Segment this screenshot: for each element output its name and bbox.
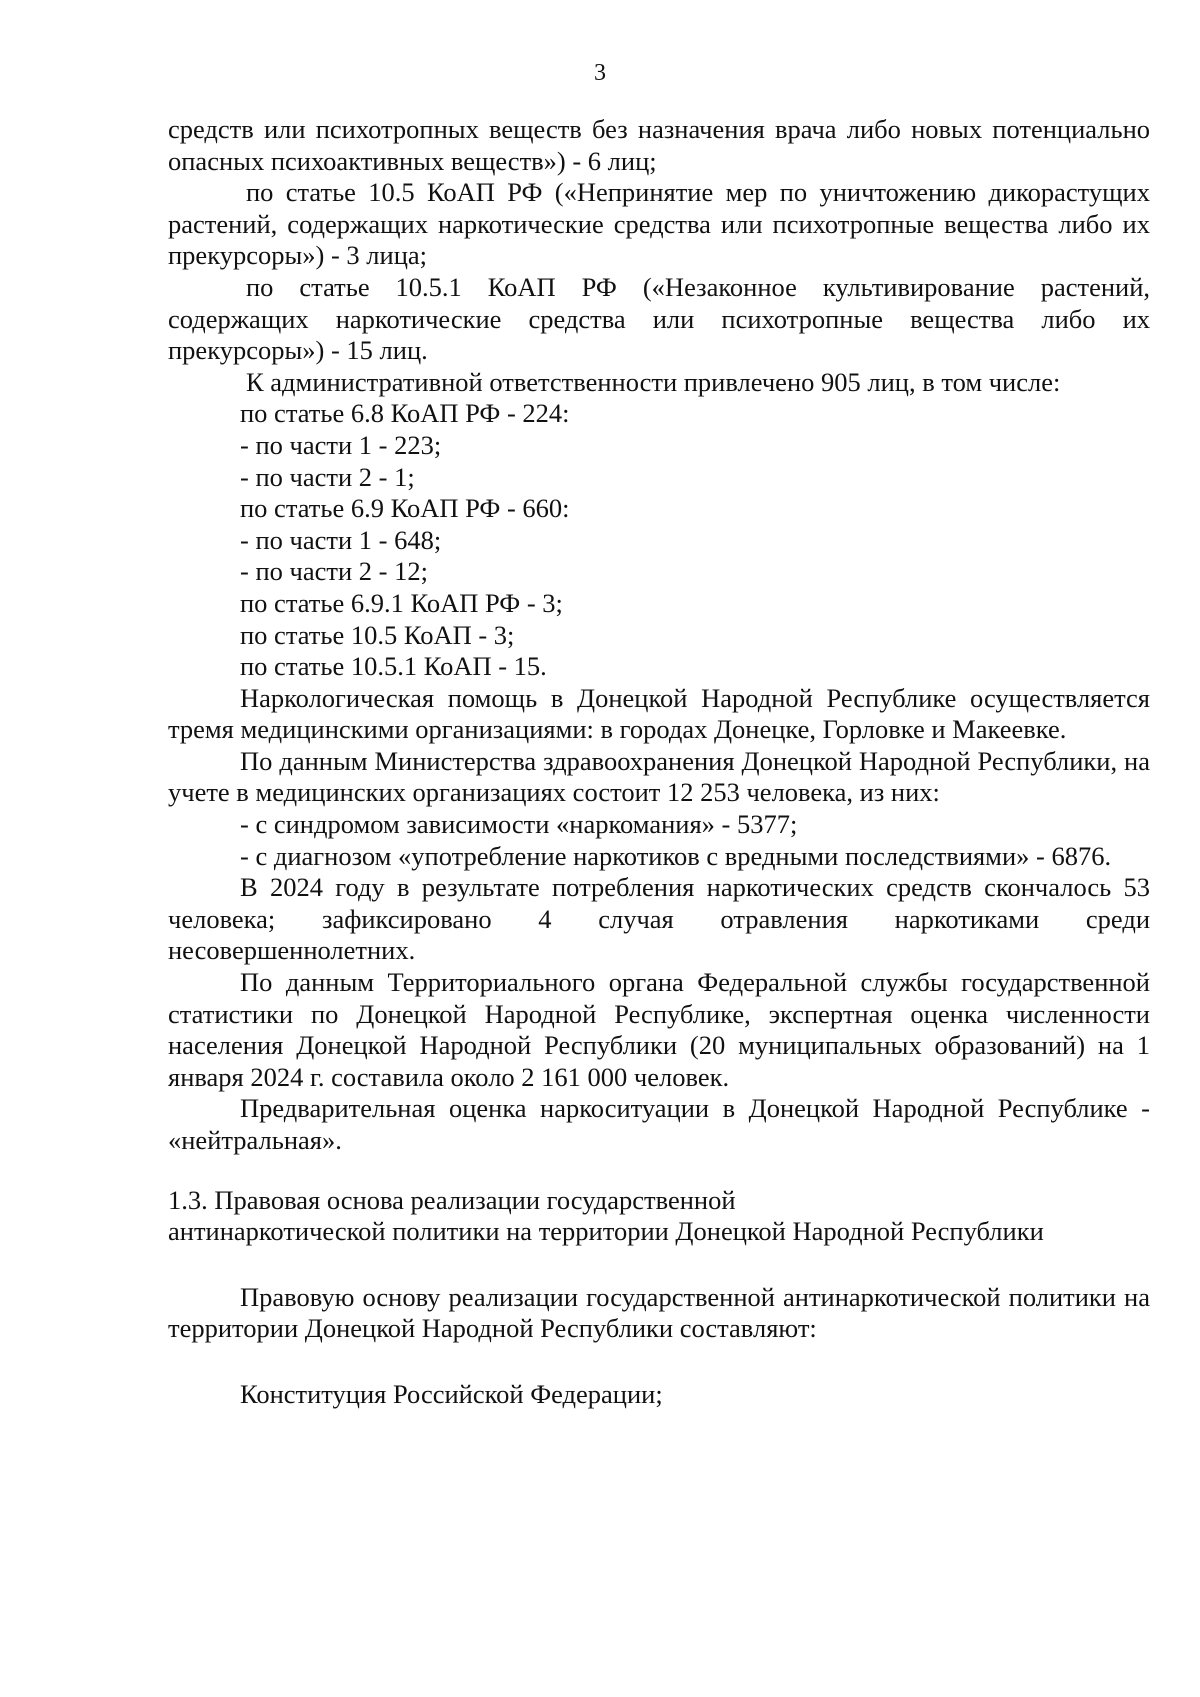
- paragraph: Наркологическая помощь в Донецкой Народной Республике осуществляется тремя медицинскими организациями: в городах Донецке, Горловке и Макеевке.: [168, 682, 1150, 745]
- paragraph: средств или психотропных веществ без назначения врача либо новых потенциально опасных психоактивных веществ») - 6 лиц;: [168, 114, 1150, 176]
- list-item: по статье 6.9 КоАП РФ - 660:: [240, 493, 570, 524]
- paragraph: - с диагнозом «употребление наркотиков с вредными последствиями» - 6876.: [240, 840, 1112, 871]
- list-item: по статье 10.5 КоАП - 3;: [240, 619, 515, 650]
- list-item: - по части 2 - 12;: [240, 556, 428, 587]
- paragraph: К административной ответственности привлечено 905 лиц, в том числе:: [246, 366, 1061, 397]
- section-heading-line-2: антинаркотической политики на территории Донецкой Народной Республики: [168, 1216, 1044, 1247]
- document-body: [168, 114, 1150, 1411]
- paragraph: В 2024 году в результате потребления наркотических средств скончалось 53 человека; зафиксировано 4 случая отравления наркотиками среди несовершеннолетних.: [168, 872, 1150, 966]
- page-number: 3: [594, 60, 606, 86]
- paragraph: Правовую основу реализации государственной антинаркотической политики на территории Донецкой Народной Республики составляют:: [168, 1281, 1150, 1344]
- list-item: - по части 1 - 223;: [240, 429, 442, 460]
- paragraph: По данным Территориального органа Федеральной службы государственной статистики по Донецкой Народной Республике, экспертная оценка численности населения Донецкой Народной Республики (20 муниципальных образований) на 1 января 2024 г. составила около 2 161 000 человек.: [168, 967, 1150, 1092]
- list-item: - по части 1 - 648;: [240, 524, 442, 555]
- list-item: по статье 10.5.1 КоАП - 15.: [240, 651, 547, 682]
- paragraph: Конституция Российской Федерации;: [240, 1378, 663, 1409]
- paragraph: по статье 10.5 КоАП РФ («Непринятие мер по уничтожению дикорастущих растений, содержащих наркотические средства или психотропные вещества либо их прекурсоры») - 3 лица;: [168, 177, 1150, 271]
- paragraph: по статье 10.5.1 КоАП РФ («Незаконное культивирование растений, содержащих наркотические средства или психотропные вещества либо их прекурсоры») - 15 лиц.: [168, 271, 1150, 366]
- list-item: по статье 6.9.1 КоАП РФ - 3;: [240, 587, 563, 618]
- list-item: - по части 2 - 1;: [240, 461, 415, 492]
- section-heading: [168, 1185, 1150, 1248]
- paragraph: - с синдромом зависимости «наркомания» - 5377;: [240, 809, 798, 840]
- section-heading-line-1: 1.3. Правовая основа реализации государственной: [168, 1184, 736, 1215]
- paragraph: По данным Министерства здравоохранения Донецкой Народной Республики, на учете в медицинских организациях состоит 12 253 человека, из них:: [168, 745, 1150, 808]
- list-item: по статье 6.8 КоАП РФ - 224:: [240, 398, 570, 429]
- paragraph: Предварительная оценка наркоситуации в Донецкой Народной Республике - «нейтральная».: [168, 1093, 1150, 1155]
